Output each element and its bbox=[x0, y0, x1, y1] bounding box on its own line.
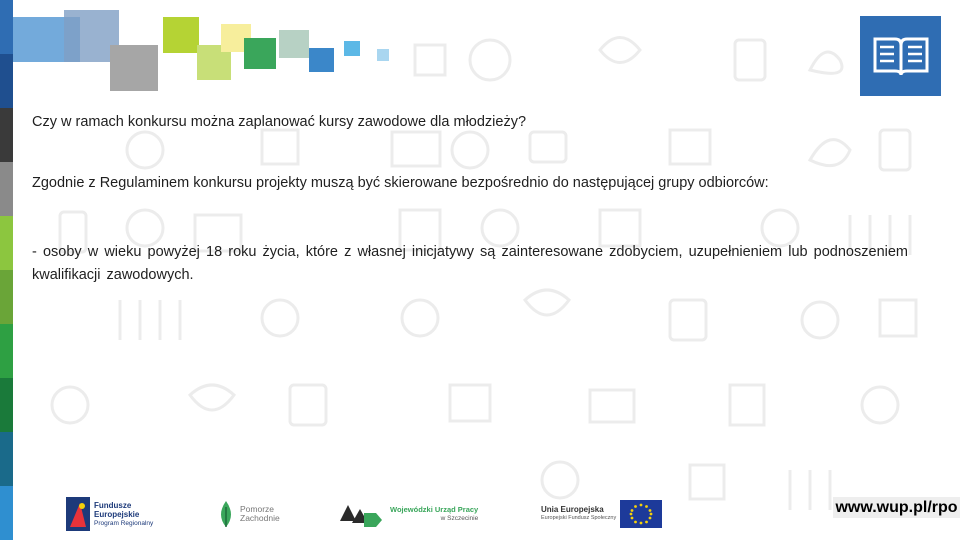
question-text: Czy w ramach konkursu można zaplanować kursy zawodowe dla młodzieży? bbox=[32, 114, 527, 130]
answer-intro-text: Zgodnie z Regulaminem konkursu projekty muszą być skierowane bezpośrednio do następującej grupy odbiorców: bbox=[32, 175, 769, 191]
deco-square bbox=[309, 48, 334, 72]
logo-ue-line2: Europejski Fundusz Społeczny bbox=[541, 515, 617, 521]
deco-square bbox=[244, 38, 276, 69]
deco-square bbox=[377, 49, 389, 61]
logo-unia-europejska bbox=[541, 494, 662, 534]
left-color-strip bbox=[0, 0, 13, 540]
book-badge bbox=[860, 16, 941, 96]
deco-square bbox=[110, 45, 158, 91]
logo-fundusze-line3: Program Regionalny bbox=[94, 519, 154, 527]
logo-ue-line1: Unia Europejska bbox=[541, 505, 604, 514]
eu-flag-icon bbox=[620, 500, 662, 528]
book-icon bbox=[871, 33, 931, 79]
logo-wup-szczecin bbox=[338, 494, 478, 534]
logo-fundusze-line1: Fundusze bbox=[94, 500, 132, 510]
logo-wup-line2: w Szczecinie bbox=[440, 515, 479, 522]
bg-row-4 bbox=[120, 290, 916, 340]
fundusze-emblem-icon bbox=[66, 497, 90, 531]
answer-detail-text: - osoby w wieku powyżej 18 roku życia, które z własnej inicjatywy są zainteresowane zdobyciem, uzupełnieniem lub podnoszeniem kwalifikacji zawodowych. bbox=[32, 244, 908, 283]
wup-emblem-icon bbox=[338, 501, 384, 527]
pomorze-leaf-icon bbox=[216, 499, 236, 529]
logo-wup-line1: Wojewódzki Urząd Pracy bbox=[390, 505, 479, 514]
deco-square bbox=[344, 41, 360, 56]
bg-row-5 bbox=[52, 385, 898, 425]
logo-pomorze-zachodnie bbox=[216, 494, 280, 534]
deco-square bbox=[163, 17, 199, 53]
logo-pomorze-line1: Pomorze bbox=[240, 504, 275, 514]
logo-fundusze-europejskie bbox=[66, 494, 153, 534]
bg-row-1 bbox=[415, 38, 842, 81]
website-link[interactable]: www.wup.pl/rpo bbox=[833, 497, 960, 518]
logo-pomorze-line2: Zachodnie bbox=[240, 513, 280, 523]
deco-square bbox=[279, 30, 309, 58]
bg-row-2 bbox=[127, 130, 910, 170]
logo-fundusze-line2: Europejskie bbox=[94, 509, 140, 519]
